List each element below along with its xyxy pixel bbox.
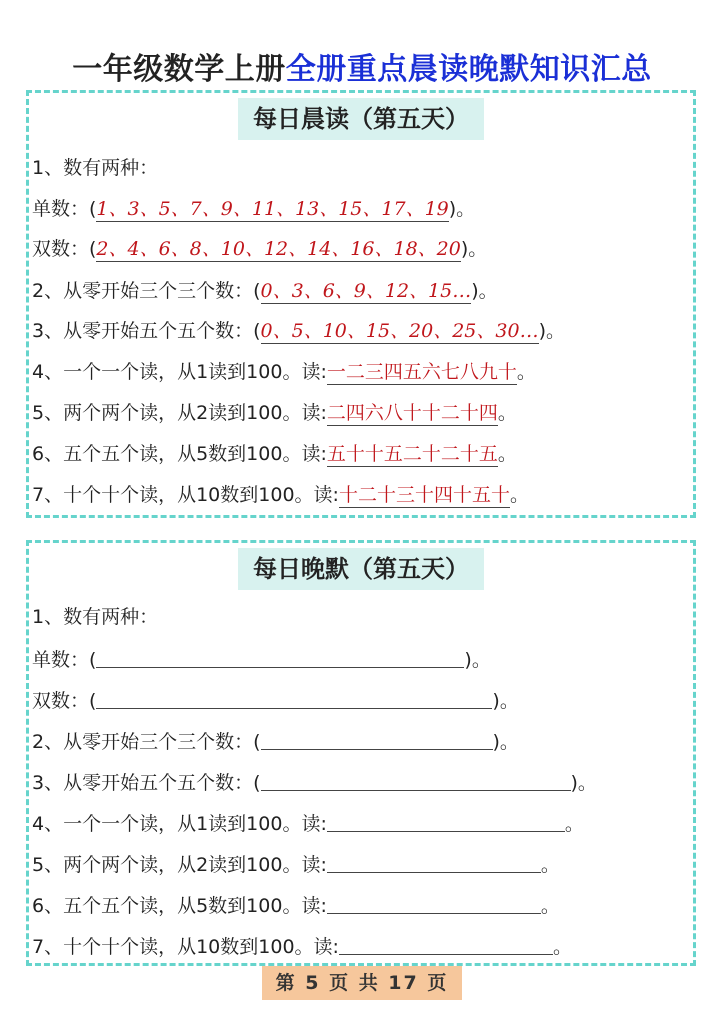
morning-line-5 (32, 399, 517, 427)
line-suffix: 。 (497, 402, 517, 424)
evening-line-1 (32, 603, 158, 631)
answer-read-by-ten: 十二十三十四十五十 (338, 484, 510, 506)
answer-blank[interactable] (96, 686, 492, 709)
evening-line-4 (32, 809, 584, 837)
answer-read-by-two: 二四六八十十二十四 (326, 402, 498, 424)
line-prefix: 2、从零开始三个三个数：( (32, 731, 261, 753)
morning-line-1 (32, 154, 158, 182)
evening-line-6 (32, 891, 560, 919)
answer-blank[interactable] (327, 891, 541, 914)
title-part-black: 一年级数学上册 (72, 52, 286, 87)
page-number-footer: 第 5 页 共 17 页 (262, 966, 462, 1000)
line-prefix: 4、一个一个读，从1读到100。读: (32, 361, 327, 383)
answer-blank[interactable] (327, 809, 565, 832)
line-suffix: 。 (540, 854, 560, 876)
morning-line-3 (32, 317, 565, 345)
line-prefix: 单数：( (32, 198, 97, 220)
line-prefix: 双数：( (32, 690, 97, 712)
line-prefix: 5、两个两个读，从2读到100。读: (32, 402, 327, 424)
evening-line-odd (32, 645, 491, 673)
line-prefix: 单数：( (32, 649, 97, 671)
morning-line-4 (32, 358, 536, 386)
line-suffix: )。 (570, 772, 597, 794)
page-title (0, 44, 724, 88)
line-suffix: )。 (492, 690, 519, 712)
line-suffix: 。 (552, 936, 572, 958)
answer-count-by-three: 0、3、6、9、12、15… (260, 280, 472, 302)
evening-line-3 (32, 768, 597, 796)
line-prefix: 双数：( (32, 238, 97, 260)
line-prefix: 2、从零开始三个三个数：( (32, 280, 261, 302)
line-prefix: 4、一个一个读，从1读到100。读: (32, 813, 327, 835)
answer-blank[interactable] (96, 645, 464, 668)
morning-heading: 每日晨读（第五天） (238, 98, 484, 140)
line-suffix: )。 (492, 731, 519, 753)
answer-blank[interactable] (339, 932, 553, 955)
morning-line-2 (32, 277, 498, 305)
line-suffix: 。 (509, 484, 529, 506)
line-suffix: 。 (516, 361, 536, 383)
evening-heading: 每日晚默（第五天） (238, 548, 484, 590)
line-prefix: 7、十个十个读，从10数到100。读: (32, 936, 339, 958)
title-part-blue: 全册重点晨读晚默知识汇总 (285, 52, 652, 87)
answer-count-by-five: 0、5、10、15、20、25、30… (260, 320, 539, 342)
evening-line-7 (32, 932, 572, 960)
line-suffix: )。 (538, 320, 565, 342)
answer-read-by-five: 五十十五二十二十五 (326, 443, 498, 465)
morning-line-even (32, 235, 487, 263)
line-prefix: 5、两个两个读，从2读到100。读: (32, 854, 327, 876)
answer-blank[interactable] (261, 727, 493, 750)
evening-line-5 (32, 850, 560, 878)
line-prefix: 6、五个五个读，从5数到100。读: (32, 443, 327, 465)
line-suffix: )。 (471, 280, 498, 302)
line-text: 1、数有两种： (32, 606, 159, 628)
line-prefix: 3、从零开始五个五个数：( (32, 320, 261, 342)
answer-read-by-one: 一二三四五六七八九十 (326, 361, 517, 383)
answer-even-numbers: 2、4、6、8、10、12、14、16、18、20 (96, 238, 461, 260)
answer-odd-numbers: 1、3、5、7、9、11、13、15、17、19 (96, 198, 449, 220)
line-suffix: 。 (564, 813, 584, 835)
line-suffix: )。 (448, 198, 476, 220)
evening-line-2 (32, 727, 519, 755)
morning-line-6 (32, 440, 517, 468)
morning-line-odd (32, 195, 475, 223)
line-suffix: 。 (497, 443, 517, 465)
evening-line-even (32, 686, 519, 714)
answer-blank[interactable] (327, 850, 541, 873)
answer-blank[interactable] (261, 768, 571, 791)
line-text: 1、数有两种： (32, 157, 159, 179)
line-prefix: 6、五个五个读，从5数到100。读: (32, 895, 327, 917)
line-suffix: )。 (460, 238, 488, 260)
morning-line-7 (32, 481, 529, 509)
line-suffix: )。 (464, 649, 491, 671)
line-suffix: 。 (540, 895, 560, 917)
line-prefix: 3、从零开始五个五个数：( (32, 772, 261, 794)
line-prefix: 7、十个十个读，从10数到100。读: (32, 484, 339, 506)
